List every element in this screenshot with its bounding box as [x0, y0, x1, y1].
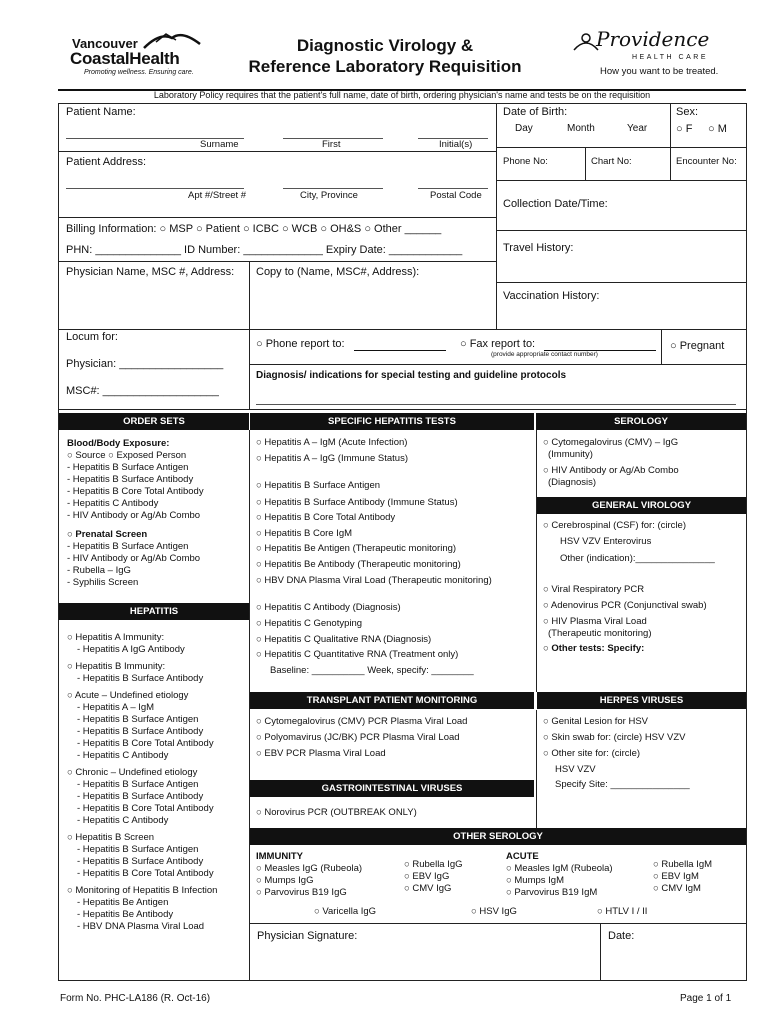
hepatitis-header: HEPATITIS: [59, 603, 249, 620]
sex-male-radio[interactable]: ○ M: [708, 123, 727, 135]
initials-caption: Initial(s): [439, 139, 473, 150]
prenatal-item: - Rubella – IgG: [67, 565, 131, 576]
spec-hep-c-item[interactable]: ○ Hepatitis C Qualitative RNA (Diagnosis): [256, 634, 432, 645]
collection-label: Collection Date/Time:: [503, 198, 608, 210]
fax-report-radio[interactable]: ○ Fax report to:: [460, 338, 536, 350]
gv-item[interactable]: ○ HIV Plasma Viral Load: [543, 616, 647, 627]
spec-hep-a-item[interactable]: ○ Hepatitis A – IgM (Acute Infection): [256, 437, 408, 448]
serology-item[interactable]: ○ Cytomegalovirus (CMV) – IgG: [543, 437, 679, 448]
hep-item: - Hepatitis B Surface Antigen: [77, 779, 199, 790]
postal-field[interactable]: [418, 188, 488, 189]
rule: [58, 151, 496, 152]
hep-item: - Hepatitis Be Antigen: [77, 897, 169, 908]
rule: [496, 230, 746, 231]
vch-line1: Vancouver: [72, 36, 138, 51]
frame-right: [746, 103, 747, 980]
spec-hep-b-item[interactable]: ○ Hepatitis B Surface Antigen: [256, 480, 381, 491]
acute-undefined-radio[interactable]: ○ Acute – Undefined etiology: [67, 690, 189, 701]
other-site-options[interactable]: HSV VZV: [555, 764, 596, 775]
rule: [496, 180, 746, 181]
htlv-radio[interactable]: ○ HTLV I / II: [597, 906, 648, 917]
copy-to-label: Copy to (Name, MSC#, Address):: [256, 266, 420, 278]
blood-exposure-title: Blood/Body Exposure:: [67, 438, 170, 449]
phone-no-label: Phone No:: [503, 156, 548, 167]
order-sets-block: [67, 438, 204, 589]
gv-item[interactable]: ○ Viral Respiratory PCR: [543, 584, 645, 595]
locum-msc[interactable]: MSC#: ___________________: [66, 385, 219, 397]
phone-report-radio[interactable]: ○ Phone report to:: [256, 338, 345, 350]
rule: [536, 430, 537, 692]
transplant-item[interactable]: ○ EBV PCR Plasma Viral Load: [256, 748, 386, 759]
prenatal-item: - HIV Antibody or Ag/Ab Combo: [67, 553, 201, 564]
vaccination-label: Vaccination History:: [503, 290, 600, 302]
blood-source-radios[interactable]: ○ Source ○ Exposed Person: [67, 450, 187, 461]
hep-item: - Hepatitis B Core Total Antibody: [77, 868, 214, 879]
skin-swab-radio[interactable]: ○ Skin swab for: (circle) HSV VZV: [543, 732, 686, 743]
hep-item: - Hepatitis B Surface Antibody: [77, 856, 204, 867]
spec-hep-b-item[interactable]: ○ Hepatitis Be Antigen (Therapeutic monitoring): [256, 543, 457, 554]
transplant-header: TRANSPLANT PATIENT MONITORING: [250, 692, 534, 709]
encounter-no-label: Encounter No:: [676, 156, 737, 167]
serology-item: (Diagnosis): [548, 477, 597, 488]
patient-address-label: Patient Address:: [66, 156, 147, 168]
hsv-igg-radio[interactable]: ○ HSV IgG: [471, 906, 517, 917]
rule: [58, 261, 496, 262]
rule: [670, 147, 671, 180]
phn-line[interactable]: PHN: ______________ ID Number: _____________ Expiry Date: ____________: [66, 244, 463, 256]
blood-item: - HIV Antibody or Ag/Ab Combo: [67, 510, 201, 521]
norovirus-radio[interactable]: ○ Norovirus PCR (OUTBREAK ONLY): [256, 807, 417, 818]
varicella-igg-radio[interactable]: ○ Varicella IgG: [314, 906, 377, 917]
form-title-line2: Reference Laboratory Requisition: [248, 57, 522, 76]
vch-line2: CoastalHealth: [70, 49, 180, 68]
spec-hep-c-item[interactable]: ○ Hepatitis C Genotyping: [256, 618, 363, 629]
rule: [249, 329, 250, 409]
hep-item: - Hepatitis C Antibody: [77, 815, 169, 826]
hep-item: - HBV DNA Plasma Viral Load: [77, 921, 205, 932]
physician-signature-field[interactable]: Physician Signature:: [257, 930, 358, 942]
immunity-item[interactable]: ○ Mumps IgG: [256, 875, 314, 886]
spec-hep-a-item[interactable]: ○ Hepatitis A – IgG (Immune Status): [256, 453, 408, 464]
immunity-item[interactable]: ○ Rubella IgG: [404, 859, 463, 870]
other-serology-header: OTHER SEROLOGY: [250, 828, 746, 845]
diagnosis-label: Diagnosis/ indications for special testing and guideline protocols: [256, 370, 567, 381]
blood-item: - Hepatitis C Antibody: [67, 498, 159, 509]
dob-day[interactable]: Day: [515, 123, 533, 134]
hep-item: - Hepatitis B Surface Antigen: [77, 714, 199, 725]
transplant-item[interactable]: ○ Cytomegalovirus (CMV) PCR Plasma Viral Load: [256, 716, 468, 727]
page-number: Page 1 of 1: [680, 993, 732, 1004]
chronic-undefined-radio[interactable]: ○ Chronic – Undefined etiology: [67, 767, 198, 778]
city-field[interactable]: [283, 188, 383, 189]
rule: [58, 217, 496, 218]
acute-item[interactable]: ○ Measles IgM (Rubeola): [506, 863, 613, 874]
serology-item[interactable]: ○ HIV Antibody or Ag/Ab Combo: [543, 465, 679, 476]
rule: [600, 923, 601, 980]
sex-female-radio[interactable]: ○ F: [676, 123, 693, 135]
spec-hep-c-item[interactable]: ○ Hepatitis C Quantitative RNA (Treatment only): [256, 649, 459, 660]
hepatitis-block: [67, 632, 217, 933]
providence-name: Providence: [596, 27, 710, 51]
gi-header: GASTROINTESTINAL VIRUSES: [250, 780, 534, 797]
locum-label: Locum for:: [66, 331, 118, 343]
spec-hep-b-item[interactable]: ○ Hepatitis B Core Total Antibody: [256, 512, 396, 523]
immunity-item[interactable]: ○ CMV IgG: [404, 883, 452, 894]
acute-item[interactable]: ○ EBV IgM: [653, 871, 699, 882]
form-number: Form No. PHC-LA186 (R. Oct-16): [60, 993, 211, 1004]
csf-radio[interactable]: ○ Cerebrospinal (CSF) for: (circle): [543, 520, 686, 531]
acute-item[interactable]: ○ Rubella IgM: [653, 859, 713, 870]
rule: [661, 329, 662, 364]
spec-hep-b-item[interactable]: ○ HBV DNA Plasma Viral Load (Therapeutic monitoring): [256, 575, 492, 586]
providence-sub: HEALTH CARE: [632, 54, 708, 61]
blood-item: - Hepatitis B Surface Antibody: [67, 474, 194, 485]
hep-a-immunity-radio[interactable]: ○ Hepatitis A Immunity:: [67, 632, 165, 643]
serology-header: SEROLOGY: [536, 413, 746, 430]
prenatal-item: - Syphilis Screen: [67, 577, 139, 588]
acute-item[interactable]: ○ CMV IgM: [653, 883, 701, 894]
other-tests-radio[interactable]: ○ Other tests: Specify:: [543, 643, 645, 654]
dob-month[interactable]: Month: [567, 123, 595, 134]
csf-options[interactable]: HSV VZV Enterovirus: [560, 536, 652, 547]
blood-item: - Hepatitis B Core Total Antibody: [67, 486, 204, 497]
transplant-item[interactable]: ○ Polyomavirus (JC/BK) PCR Plasma Viral Load: [256, 732, 460, 743]
sex-label: Sex:: [676, 106, 699, 118]
patient-name-label: Patient Name:: [66, 106, 136, 118]
hep-item: - Hepatitis B Core Total Antibody: [77, 803, 214, 814]
dob-year[interactable]: Year: [627, 123, 648, 134]
other-indication-field[interactable]: Other (indication):_______________: [560, 553, 715, 564]
immunity-item[interactable]: ○ Parvovirus B19 IgG: [256, 887, 347, 898]
first-caption: First: [322, 139, 341, 150]
other-site-radio[interactable]: ○ Other site for: (circle): [543, 748, 641, 759]
gv-item[interactable]: ○ Adenovirus PCR (Conjunctival swab): [543, 600, 707, 611]
phone-report-field[interactable]: [354, 350, 446, 351]
rule: [249, 364, 746, 365]
fax-note: (provide appropriate contact number): [491, 351, 598, 358]
acute-item[interactable]: ○ Parvovirus B19 IgM: [506, 887, 598, 898]
immunity-item[interactable]: ○ Measles IgG (Rubeola): [256, 863, 363, 874]
dob-label: Date of Birth:: [503, 106, 568, 118]
hep-item: - Hepatitis C Antibody: [77, 750, 169, 761]
policy-text: Laboratory Policy requires that the patient's full name, date of birth, ordering physician's name and tests be on the requisition: [153, 90, 651, 100]
street-caption: Apt #/Street #: [188, 190, 247, 201]
hep-item: - Hepatitis B Core Total Antibody: [77, 738, 214, 749]
hep-b-immunity-radio[interactable]: ○ Hepatitis B Immunity:: [67, 661, 166, 672]
street-field[interactable]: [66, 188, 244, 189]
form-title-line1: Diagnostic Virology &: [296, 36, 474, 55]
surname-caption: Surname: [200, 139, 239, 150]
rule: [58, 103, 746, 104]
rule: [58, 409, 746, 410]
spec-hep-b-item[interactable]: ○ Hepatitis Be Antibody (Therapeutic monitoring): [256, 559, 461, 570]
vch-tagline: Promoting wellness. Ensuring care.: [84, 69, 194, 76]
order-sets-header: ORDER SETS: [59, 413, 249, 430]
date-field[interactable]: Date:: [608, 930, 635, 942]
acute-item[interactable]: ○ Mumps IgM: [506, 875, 564, 886]
hep-item: - Hepatitis B Surface Antigen: [77, 844, 199, 855]
pregnant-radio[interactable]: ○ Pregnant: [670, 340, 725, 352]
rule: [496, 103, 497, 329]
rule: [249, 261, 250, 329]
rule: [496, 147, 746, 148]
frame-left: [58, 103, 59, 980]
gv-item: (Therapeutic monitoring): [548, 628, 652, 639]
providence-tagline: How you want to be treated.: [600, 66, 719, 77]
rule: [670, 103, 671, 147]
locum-physician[interactable]: Physician: _________________: [66, 358, 224, 370]
prenatal-screen-radio[interactable]: ○ Prenatal Screen: [67, 529, 148, 540]
spec-hep-b-item[interactable]: ○ Hepatitis B Core IgM: [256, 528, 353, 539]
general-virology-header: GENERAL VIROLOGY: [537, 497, 746, 514]
hep-item: - Hepatitis Be Antibody: [77, 909, 174, 920]
billing-info[interactable]: Billing Information: ○ MSP ○ Patient ○ ICBC ○ WCB ○ OH&S ○ Other ______: [66, 223, 442, 235]
genital-lesion-radio[interactable]: ○ Genital Lesion for HSV: [543, 716, 649, 727]
frame-bottom: [58, 980, 747, 981]
spec-hep-c-item[interactable]: ○ Hepatitis C Antibody (Diagnosis): [256, 602, 401, 613]
providence-logo: [572, 20, 722, 80]
prenatal-item: - Hepatitis B Surface Antigen: [67, 541, 189, 552]
rule: [585, 147, 586, 180]
postal-caption: Postal Code: [430, 190, 482, 201]
blood-item: - Hepatitis B Surface Antigen: [67, 462, 189, 473]
spec-hep-b-item[interactable]: ○ Hepatitis B Surface Antibody (Immune Status): [256, 497, 458, 508]
immunity-title: IMMUNITY: [256, 851, 303, 862]
hep-b-monitoring-radio[interactable]: ○ Monitoring of Hepatitis B Infection: [67, 885, 218, 896]
hep-item: - Hepatitis A – IgM: [77, 702, 155, 713]
city-caption: City, Province: [300, 190, 358, 201]
hep-item: - Hepatitis A IgG Antibody: [77, 644, 185, 655]
baseline-week-field[interactable]: Baseline: __________ Week, specify: ________: [270, 665, 474, 676]
hep-item: - Hepatitis B Surface Antibody: [77, 726, 204, 737]
acute-title: ACUTE: [506, 851, 539, 862]
hep-b-screen-radio[interactable]: ○ Hepatitis B Screen: [67, 832, 155, 843]
specify-site-field[interactable]: Specify Site: _______________: [555, 779, 690, 790]
chart-no-label: Chart No:: [591, 156, 632, 167]
rule: [496, 282, 746, 283]
hep-item: - Hepatitis B Surface Antibody: [77, 791, 204, 802]
physician-label: Physician Name, MSC #, Address:: [66, 266, 235, 278]
rule: [249, 923, 746, 924]
diagnosis-field[interactable]: [256, 404, 736, 405]
specific-hepatitis-header: SPECIFIC HEPATITIS TESTS: [250, 413, 534, 430]
serology-item: (Immunity): [548, 449, 593, 460]
immunity-item[interactable]: ○ EBV IgG: [404, 871, 450, 882]
hep-item: - Hepatitis B Surface Antibody: [77, 673, 204, 684]
travel-history-label: Travel History:: [503, 242, 574, 254]
rule: [536, 710, 537, 828]
rule: [58, 329, 746, 330]
herpes-header: HERPES VIRUSES: [537, 692, 746, 709]
